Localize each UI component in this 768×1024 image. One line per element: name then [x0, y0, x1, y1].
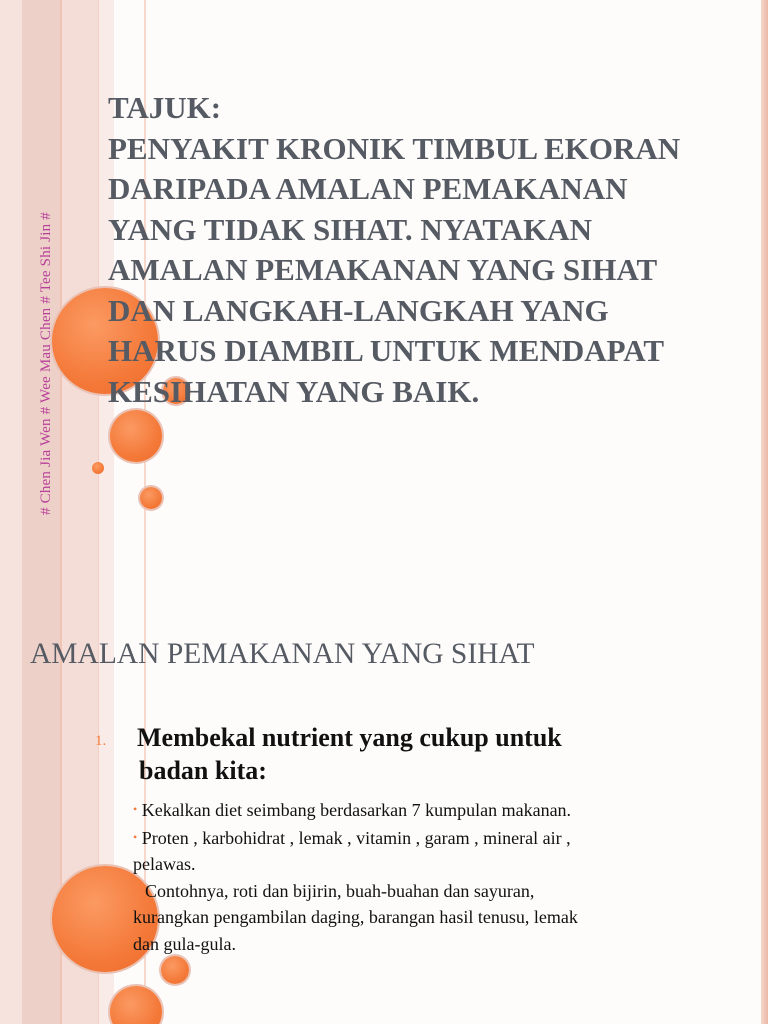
bullet-dot-icon: • — [133, 802, 138, 816]
title-line: HARUS DIAMBIL UNTUK MENDAPAT — [108, 333, 665, 368]
orange-circle-medium — [110, 410, 162, 462]
title-line: YANG TIDAK SIHAT. NYATAKAN — [108, 211, 593, 247]
bullet-text: Kekalkan diet seimbang berdasarkan 7 kumpulan makanan. — [141, 800, 572, 820]
bullet-text: Proten , karbohidrat , lemak , vitamin , garam , mineral air , — [141, 827, 571, 848]
section-heading: AMALAN PEMAKANAN YANG SIHAT — [30, 638, 535, 670]
title-line: DARIPADA AMALAN PEMAKANAN — [108, 171, 628, 206]
orange-dot — [92, 462, 104, 474]
orange-circle-small — [140, 487, 162, 509]
list-item-continuation: pelawas. — [133, 854, 196, 874]
bullet-list — [133, 796, 693, 957]
title-line: AMALAN PEMAKANAN YANG SIHAT — [108, 252, 658, 287]
point-title — [137, 721, 562, 787]
title-line: PENYAKIT KRONIK TIMBUL EKORAN — [108, 130, 681, 166]
right-border — [761, 578, 768, 1024]
slide-content — [0, 578, 768, 1024]
point-number: 1. — [95, 733, 107, 749]
point-title-line: badan kita: — [139, 756, 267, 785]
point-title-line: Membekal nutrient yang cukup untuk — [137, 723, 562, 752]
title-line: TAJUK: — [108, 90, 222, 125]
slide-title-text — [108, 88, 748, 412]
stripe-decoration — [0, 578, 22, 1024]
list-item — [133, 796, 693, 824]
bullet-dot-icon: • — [133, 829, 138, 844]
list-item-continuation: Contohnya, roti dan bijirin, buah-buahan dan sayuran, — [145, 880, 535, 901]
orange-circle-medium — [110, 986, 162, 1024]
right-border — [761, 0, 768, 578]
stripe-decoration — [0, 0, 22, 578]
orange-circle-small — [161, 956, 189, 984]
title-line: KESIHATAN YANG BAIK. — [108, 373, 480, 409]
author-names: # Chen Jia Wen # Wee Mau Chen # Tee Shi Jin # — [38, 211, 54, 515]
list-item-continuation: dan gula-gula. — [133, 933, 236, 954]
list-item — [133, 824, 693, 852]
list-item-continuation: kurangkan pengambilan daging, barangan hasil tenusu, lemak — [133, 907, 578, 927]
title-line: DAN LANGKAH-LANGKAH YANG — [108, 292, 609, 328]
